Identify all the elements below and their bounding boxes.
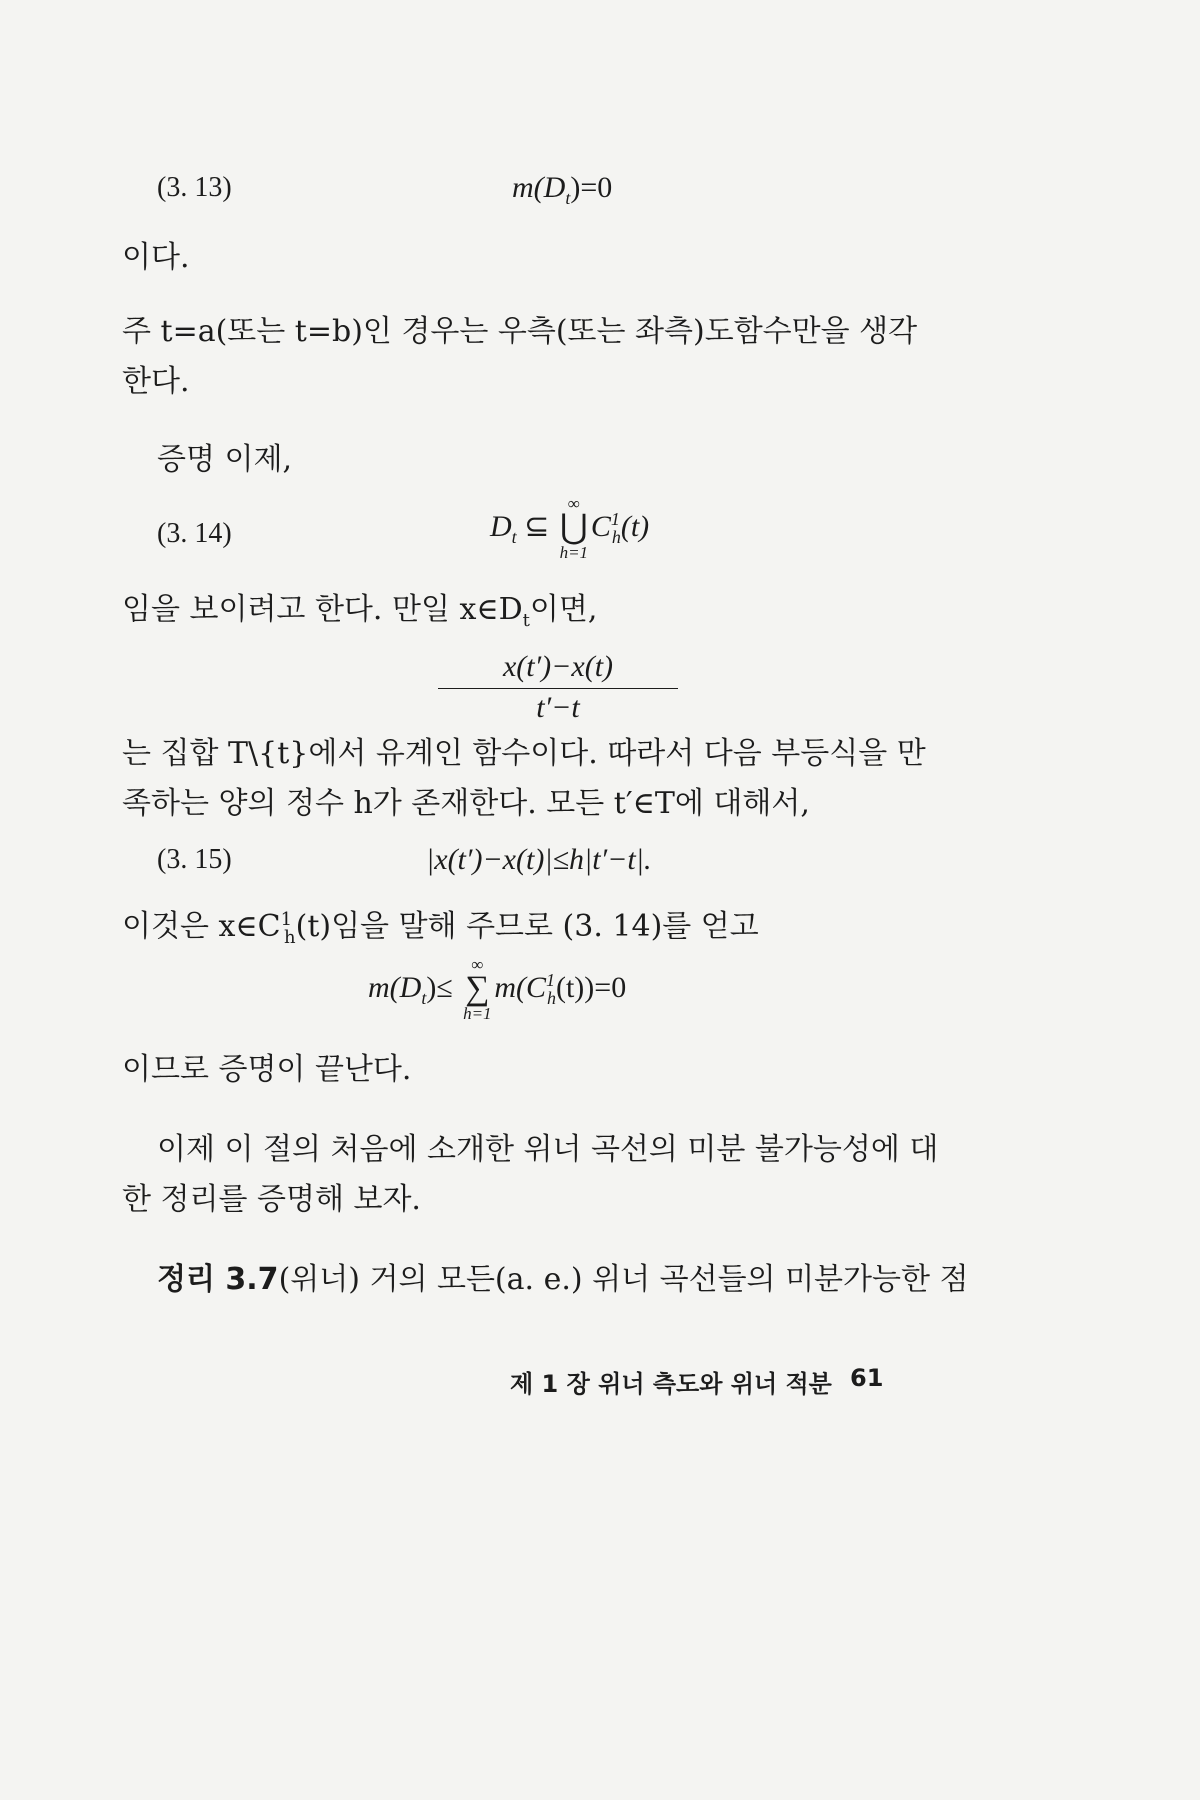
theorem-text: (위너) 거의 모든(a. e.) 위너 곡선들의 미분가능한 점 xyxy=(278,1262,969,1297)
sum-rhs: m(C xyxy=(494,970,546,1004)
sum-le: )≤ xyxy=(426,970,453,1004)
eq314-rsub: h xyxy=(611,526,621,547)
eq313-rhs: )=0 xyxy=(570,171,613,204)
text-line-qed: 이므로 증명이 끝난다. xyxy=(122,1052,412,1087)
subset-symbol: ⊆ xyxy=(524,509,550,543)
fraction-numerator: x(t′)−x(t) xyxy=(438,650,678,689)
eq313-sub: t xyxy=(565,188,571,208)
equation-3-15: |x(t′)−x(t)|≤h|t′−t|. xyxy=(426,843,652,876)
eq314-lhs: D xyxy=(490,509,512,543)
theorem-label: 정리 3.7 xyxy=(157,1262,279,1297)
eq314-arg: (t) xyxy=(620,509,650,543)
eq314-sub: t xyxy=(511,526,517,547)
sum-lhs-sub: t xyxy=(421,987,427,1008)
equation-sum xyxy=(368,955,627,1023)
note-line-2: 한다. xyxy=(122,364,190,399)
text-line-this xyxy=(122,900,759,958)
union-lower-limit: h=1 xyxy=(559,543,589,562)
eq314-rsup: 1 xyxy=(610,508,620,529)
page-number: 61 xyxy=(850,1364,884,1392)
bounded-line-2: 족하는 양의 정수 h가 존재한다. 모든 t′∈T에 대해서, xyxy=(122,786,810,821)
running-footer-chapter: 제 1 장 위너 측도와 위너 적분 xyxy=(510,1370,832,1398)
paragraph-next-line-1: 이제 이 절의 처음에 소개한 위너 곡선의 미분 불가능성에 대 xyxy=(157,1132,939,1167)
equation-3-13 xyxy=(512,168,612,218)
this-text-1: 이것은 x∈C xyxy=(122,909,281,944)
show-sub: t xyxy=(522,610,530,631)
show-text: 임을 보이려고 한다. 만일 x∈D xyxy=(122,592,523,627)
sigma-symbol: ∑ xyxy=(465,970,490,1007)
fraction-denominator: t′−t xyxy=(536,691,580,724)
equation-3-14 xyxy=(490,494,650,562)
sum-lhs: m(D xyxy=(368,970,422,1004)
bounded-line-1: 는 집합 T\{t}에서 유계인 함수이다. 따라서 다음 부등식을 만 xyxy=(122,736,926,771)
union-symbol: ⋃ xyxy=(559,509,588,546)
union-upper-limit: ∞ xyxy=(567,494,580,513)
show-end: 이면, xyxy=(529,592,598,627)
eq314-rhs: C xyxy=(590,509,611,543)
this-text-2: (t)임을 말해 주므로 (3. 14)를 얻고 xyxy=(295,909,759,944)
big-union-operator xyxy=(557,494,591,562)
sum-end: (t))=0 xyxy=(555,970,627,1004)
difference-quotient xyxy=(438,650,678,725)
summation-operator xyxy=(460,955,494,1023)
sum-rsub: h xyxy=(546,987,556,1008)
sum-upper-limit: ∞ xyxy=(471,955,484,974)
equation-number-3-13: (3. 13) xyxy=(157,172,232,203)
text-line-ida: 이다. xyxy=(122,240,190,275)
text-line-show xyxy=(122,590,597,641)
equation-number-3-14: (3. 14) xyxy=(157,518,232,549)
note-line-1: 주 t=a(또는 t=b)인 경우는 우측(또는 좌측)도함수만을 생각 xyxy=(122,314,918,349)
eq313-lhs: m(D xyxy=(512,171,566,204)
sum-rsup: 1 xyxy=(545,969,555,990)
theorem-line xyxy=(157,1260,968,1300)
paragraph-next-line-2: 한 정리를 증명해 보자. xyxy=(122,1182,421,1217)
this-sup: 1 xyxy=(280,909,293,930)
equation-number-3-15: (3. 15) xyxy=(157,844,232,875)
this-sub: h xyxy=(284,927,296,948)
proof-intro: 증명 이제, xyxy=(157,442,292,477)
sum-lower-limit: h=1 xyxy=(463,1004,492,1023)
